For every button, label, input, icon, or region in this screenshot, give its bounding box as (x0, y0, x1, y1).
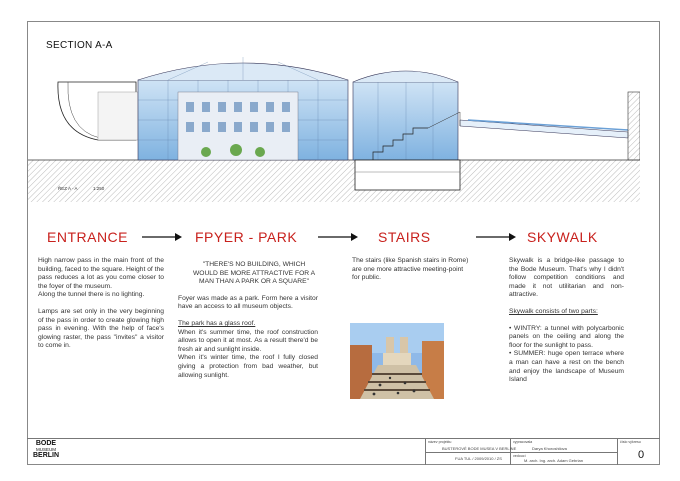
entrance-text (38, 257, 164, 351)
heading-stairs: STAIRS (378, 229, 431, 245)
tb-name: BUSTEROVÉ BODE MUSEA V BERLINE (442, 446, 517, 451)
tb-name-label: název projektu (428, 440, 452, 444)
skywalk-bullet: • SUMMER: huge open terrace where a man can have a rest on the bench and enjoy the landscape of Museum Island (509, 350, 624, 384)
arrow-right-icon (476, 232, 516, 242)
tb-lead: M. arch. Ing. arch. Adam Gebrian (524, 458, 583, 463)
logo-bottom: BERLIN (32, 452, 60, 459)
tb-num-label: číslo výkresu (620, 440, 641, 444)
foyer-paragraph: When it's winter time, the roof I fully closed giving a protection from bad weather, but allowing sunlight. (178, 354, 318, 379)
scale-value: 1:250 (93, 186, 105, 191)
foyer-subheading: The park has a glass roof. (178, 319, 256, 327)
sheet-number: 0 (638, 449, 645, 461)
arrow-right-icon (318, 232, 358, 242)
foyer-paragraph: Foyer was made as a park. Form here a visitor have an access to all museum objects. (178, 294, 318, 311)
tb-author: Darya Khoroshilova (532, 446, 567, 451)
tb-author-label: vypracovala (513, 440, 533, 444)
skywalk-subheading: Skywalk consists of two parts: (509, 307, 598, 315)
logo-mid: MUSEUM (36, 447, 56, 452)
spanish-stairs-photo (350, 323, 444, 399)
logo (30, 440, 62, 459)
section-title: SECTION A-A (46, 40, 113, 51)
heading-entrance: ENTRANCE (47, 229, 129, 245)
stairs-paragraph: The stairs (like Spanish stairs in Rome) are one more attractive meeting-point for public. (352, 257, 469, 282)
skywalk-bullet: • WINTRY: a tunnel with polycarbonic panels on the ceiling and along the floor for the sunlight to pass. (509, 324, 624, 349)
foyer-text (178, 261, 318, 380)
tb-school: FUA TUL / 2009/2010 / ZS (455, 456, 502, 461)
logo-top: BODE (35, 440, 57, 447)
entrance-paragraph: Along the tunnel there is no lighting. (38, 291, 145, 299)
entrance-paragraph: Lamps are set only in the very beginning of the pass in order to create glowing high pass in evening. With the help of face's glowing raster, the pass "invites" a visitor to come in. (38, 307, 164, 350)
section-drawing (28, 52, 640, 202)
skywalk-paragraph: Skywalk is a bridge-like passage to the Bode Museum. That's why I didn't follow competition conditions and made it not utilitarian and non-attractive. (509, 257, 624, 299)
heading-skywalk: SKYWALK (527, 229, 598, 245)
stairs-text (352, 257, 470, 283)
arrow-right-icon (142, 232, 182, 242)
skywalk-text (509, 257, 624, 385)
foyer-quote: "THERE'S NO BUILDING, WHICH WOULD BE MORE ATTRACTIVE FOR A MAN THAN A PARK OR A SQUARE" (192, 261, 316, 286)
scale-label: ŘEZ A - A (58, 186, 78, 191)
foyer-paragraph: When it's summer time, the roof construction allows to open it at most. As a result there'd be fresh air and sunlight inside. (178, 328, 318, 353)
entrance-paragraph: High narrow pass in the main front of the building, faced to the square. Height of the pass reduces a lot as you come closer to the foyer of the museum. (38, 257, 164, 290)
tb-lead-label: vedoucí (513, 454, 526, 458)
heading-foyer: FPYER - PARK (195, 229, 298, 245)
